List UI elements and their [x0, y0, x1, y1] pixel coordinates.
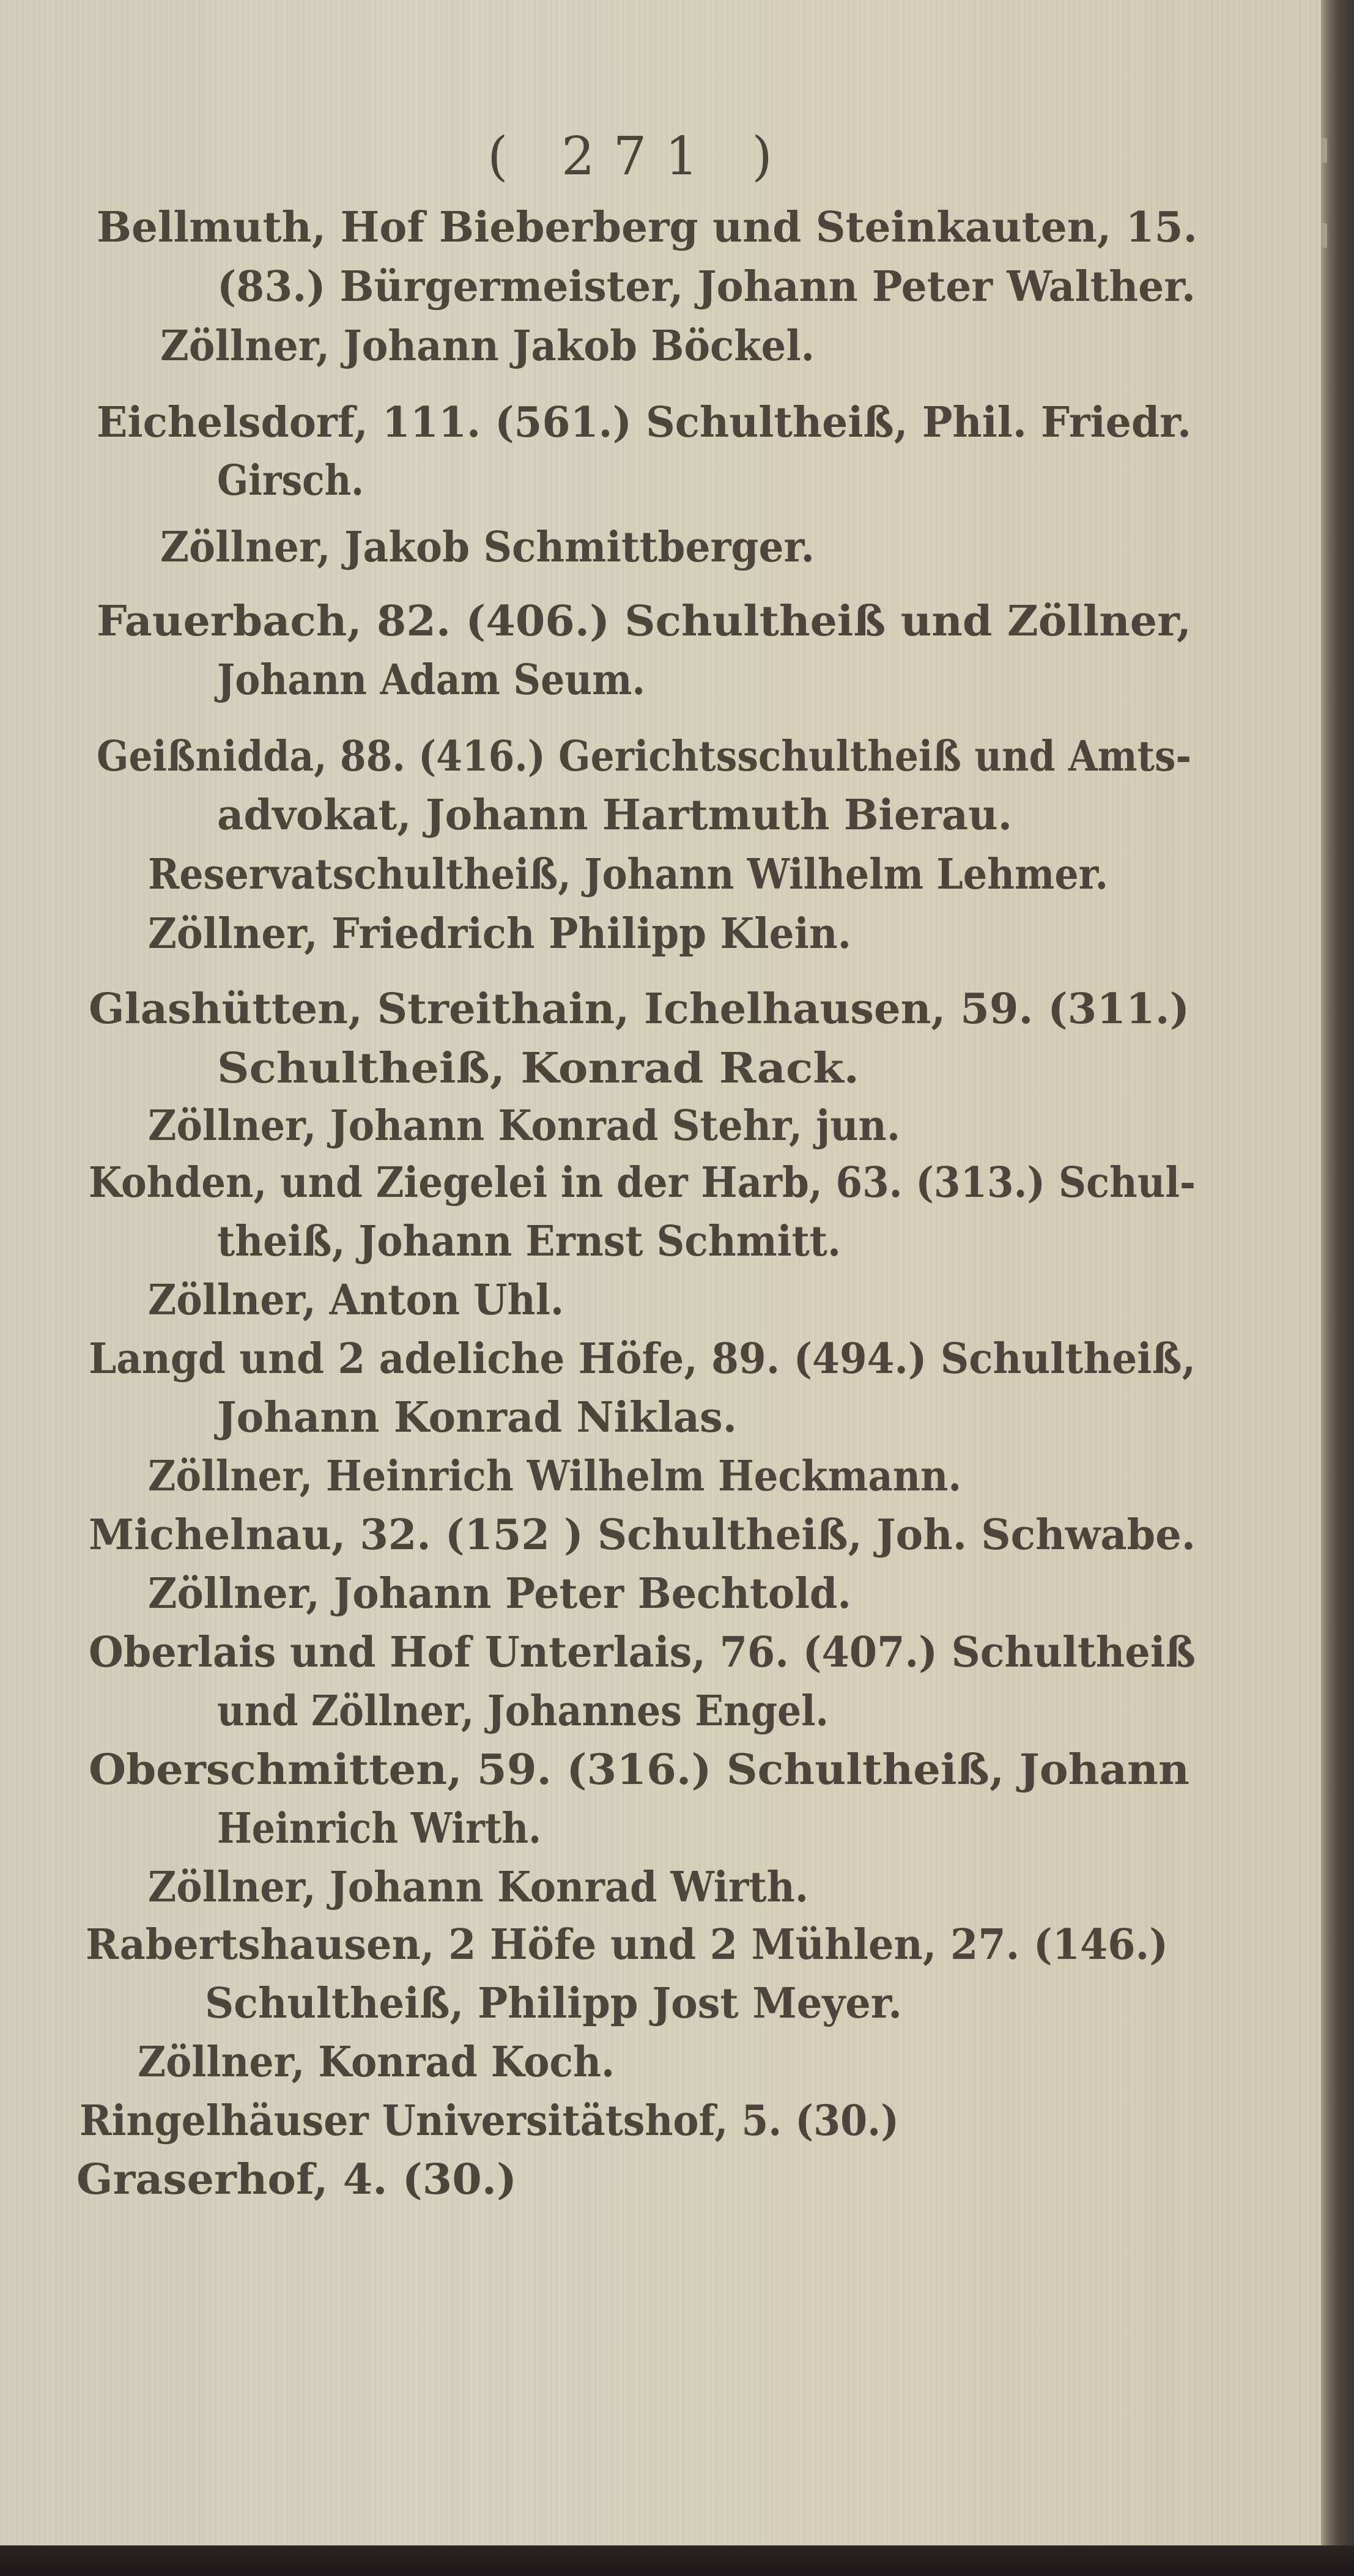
- page-number: ( 271 ): [487, 126, 791, 187]
- text-line: Oberlais und Hof Unterlais, 76. (407.) Schultheiß: [89, 1628, 1196, 1677]
- text-line: advokat, Johann Hartmuth Bierau.: [217, 791, 1012, 840]
- text-line: Heinrich Wirth.: [217, 1804, 541, 1853]
- text-line: Zöllner, Johann Peter Bechtold.: [148, 1569, 851, 1618]
- text-line: Fauerbach, 82. (406.) Schultheiß und Zöllner,: [97, 597, 1191, 646]
- text-line: Geißnidda, 88. (416.) Gerichtsschultheiß und Amts-: [97, 732, 1191, 781]
- text-line: Rabertshausen, 2 Höfe und 2 Mühlen, 27. (146.): [86, 1920, 1168, 1969]
- text-line: Zöllner, Johann Konrad Stehr, jun.: [148, 1101, 900, 1150]
- text-line: Glashütten, Streithain, Ichelhausen, 59. (311.): [89, 985, 1189, 1034]
- book-edge: [1321, 0, 1354, 2576]
- text-line: Eichelsdorf, 111. (561.) Schultheiß, Phil. Friedr.: [97, 398, 1191, 447]
- text-line: Zöllner, Johann Konrad Wirth.: [148, 1863, 808, 1912]
- text-line: Zöllner, Heinrich Wilhelm Heckmann.: [148, 1452, 961, 1501]
- page-edge-tab: [1321, 223, 1327, 248]
- text-line: Langd und 2 adeliche Höfe, 89. (494.) Schultheiß,: [89, 1334, 1196, 1383]
- text-line: Zöllner, Konrad Koch.: [138, 2038, 615, 2087]
- text-line: und Zöllner, Johannes Engel.: [217, 1687, 829, 1736]
- text-line: Girsch.: [217, 456, 364, 505]
- scan-background: [0, 2545, 1354, 2576]
- text-line: Graserhof, 4. (30.): [76, 2155, 517, 2204]
- text-line: Zöllner, Johann Jakob Böckel.: [160, 322, 815, 371]
- text-line: Oberschmitten, 59. (316.) Schultheiß, Johann: [89, 1745, 1190, 1794]
- text-line: Bellmuth, Hof Bieberberg und Steinkauten, 15.: [97, 203, 1197, 252]
- text-line: Zöllner, Jakob Schmittberger.: [160, 523, 815, 572]
- text-line: Schultheiß, Philipp Jost Meyer.: [205, 1979, 902, 2028]
- text-line: Johann Konrad Niklas.: [217, 1393, 737, 1442]
- page-edge-tab: [1321, 138, 1327, 163]
- text-line: Ringelhäuser Universitätshof, 5. (30.): [80, 2097, 899, 2145]
- text-line: theiß, Johann Ernst Schmitt.: [217, 1217, 841, 1266]
- text-line: Michelnau, 32. (152 ) Schultheiß, Joh. Schwabe.: [89, 1511, 1196, 1560]
- text-line: (83.) Bürgermeister, Johann Peter Walther.: [217, 262, 1196, 311]
- text-line: Schultheiß, Konrad Rack.: [217, 1044, 859, 1093]
- text-line: Johann Adam Seum.: [217, 656, 645, 705]
- text-line: Zöllner, Friedrich Philipp Klein.: [148, 909, 851, 958]
- text-line: Kohden, und Ziegelei in der Harb, 63. (313.) Schul-: [89, 1158, 1196, 1207]
- text-line: Zöllner, Anton Uhl.: [148, 1276, 564, 1325]
- text-line: Reservatschultheiß, Johann Wilhelm Lehmer.: [148, 850, 1108, 899]
